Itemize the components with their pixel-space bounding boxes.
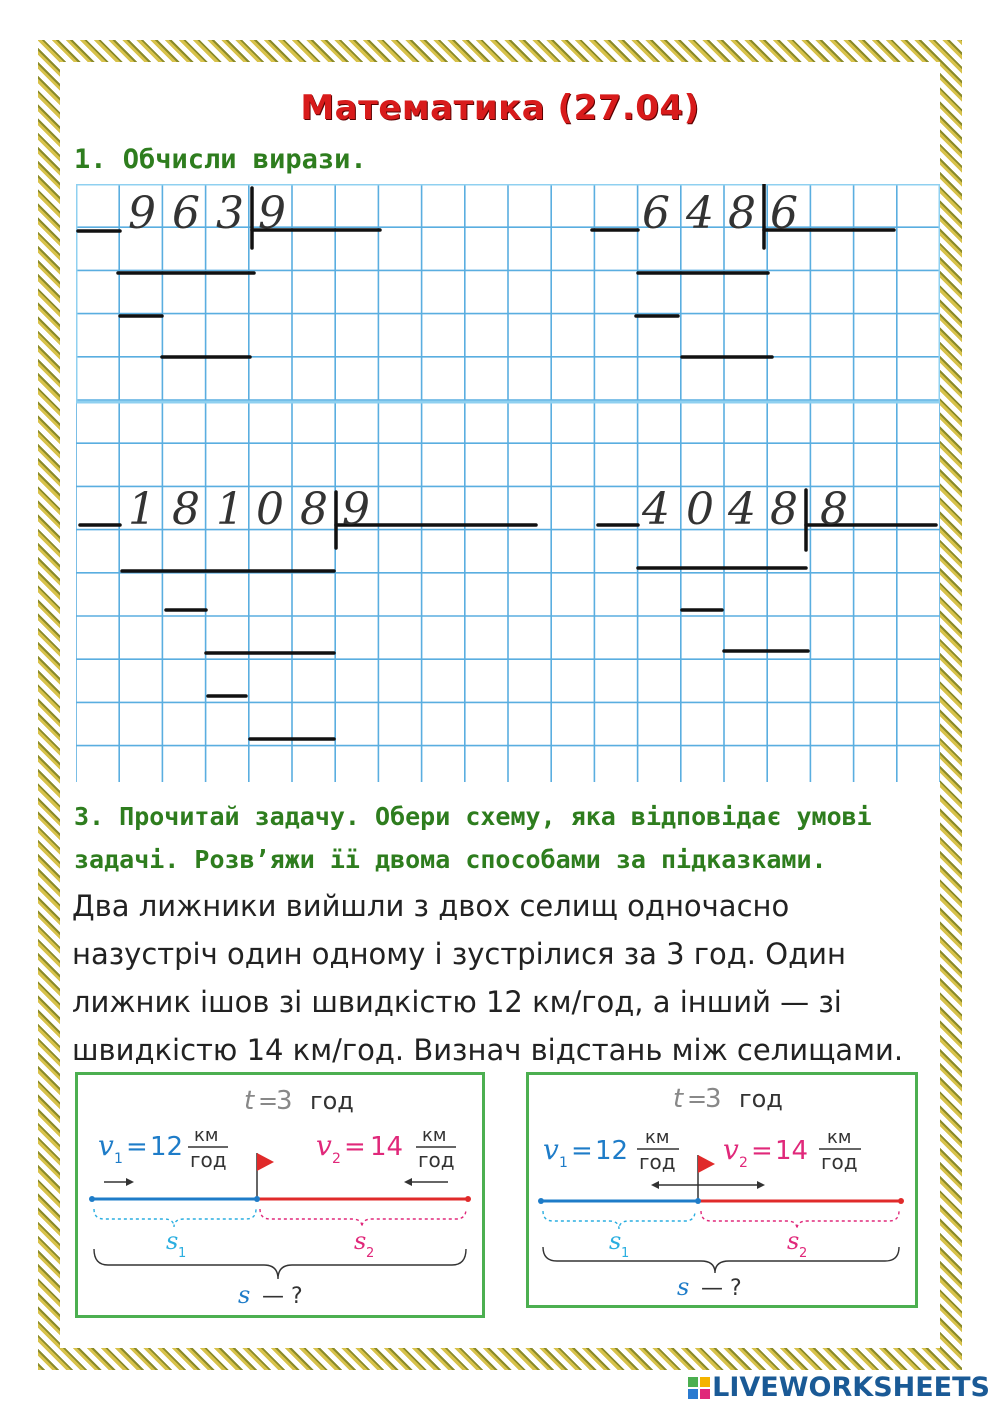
brace-s1	[94, 1209, 256, 1227]
brace-s2	[260, 1209, 466, 1227]
v2-subscript: 2	[739, 1155, 748, 1171]
point-end	[898, 1198, 904, 1204]
point-start	[538, 1198, 544, 1204]
scheme-a[interactable]	[75, 1072, 485, 1318]
div4-divisor: 8	[820, 484, 848, 535]
task3-heading-line2: задачі. Розв’яжи її двома способами за підказками.	[74, 845, 827, 874]
s2-subscript: 2	[799, 1246, 808, 1261]
s1-symbol: s	[609, 1227, 622, 1255]
v1-value: 12	[150, 1132, 184, 1162]
liveworksheets-icon	[688, 1377, 710, 1399]
scheme-a-svg	[78, 1075, 482, 1315]
div2-dividend-digit: 6	[642, 188, 670, 239]
s-question: — ?	[262, 1284, 303, 1309]
s2-symbol: s	[787, 1227, 800, 1255]
div2-dividend-digit: 8	[728, 188, 756, 239]
v2-value: 14	[370, 1132, 404, 1162]
point-meet	[695, 1198, 701, 1204]
div3-dividend-digit: 0	[256, 484, 284, 535]
problem-line: лижник ішов зі швидкістю 12 км/год, а інший — зі	[72, 985, 842, 1019]
div4-dividend-digit: 4	[728, 484, 756, 535]
division-grid	[76, 184, 940, 782]
v2-value: 14	[775, 1136, 809, 1166]
liveworksheets-text: LIVEWORKSHEETS	[712, 1372, 990, 1403]
problem-line: Два лижники вийшли з двох селищ одночасно	[72, 889, 790, 923]
point-end	[465, 1196, 471, 1202]
v1-symbol: v	[98, 1129, 114, 1162]
point-start	[89, 1196, 95, 1202]
equals-sign: =	[571, 1136, 593, 1166]
task1-heading: 1. Обчисли вирази.	[74, 144, 367, 175]
t-value: 3	[705, 1084, 722, 1114]
arrow-left-icon	[404, 1178, 412, 1186]
point-meet	[254, 1196, 260, 1202]
equals-sign: =	[751, 1136, 773, 1166]
div1-dividend-digit: 9	[128, 188, 156, 239]
problem-text	[72, 882, 952, 1074]
div3-dividend-digit: 8	[172, 484, 200, 535]
task3-heading-line1: 3. Прочитай задачу. Обери схему, яка відповідає умові	[74, 802, 872, 831]
s2-symbol: s	[354, 1227, 367, 1255]
v1-subscript: 1	[114, 1151, 123, 1167]
equals-sign: =	[258, 1087, 279, 1115]
equals-sign: =	[344, 1132, 366, 1162]
grid-svg	[76, 184, 940, 782]
unit-denominator: год	[639, 1150, 676, 1174]
div4-dividend-digit: 4	[642, 484, 670, 535]
unit-numerator: км	[827, 1127, 852, 1148]
flag-icon	[698, 1155, 715, 1173]
scheme-b-svg	[529, 1075, 915, 1305]
s1-symbol: s	[166, 1227, 179, 1255]
equals-sign: =	[126, 1132, 148, 1162]
t-symbol: t	[673, 1084, 684, 1114]
problem-line: швидкістю 14 км/год. Визнач відстань між селищами.	[72, 1033, 904, 1067]
unit-numerator: км	[194, 1125, 219, 1146]
div1-divisor: 9	[258, 188, 286, 239]
unit-denominator: год	[418, 1148, 455, 1172]
div3-dividend-digit: 8	[300, 484, 328, 535]
t-unit: год	[739, 1085, 783, 1113]
problem-line: назустріч один одному і зустрілися за 3 год. Один	[72, 937, 846, 971]
div3-dividend-digit: 1	[128, 484, 156, 535]
t-value: 3	[276, 1086, 293, 1116]
div3-dividend-digit: 1	[216, 484, 244, 535]
arrow-right-icon	[126, 1178, 134, 1186]
brace-s2	[701, 1211, 899, 1229]
div2-divisor: 6	[770, 188, 798, 239]
arrow-left-icon	[651, 1181, 659, 1189]
v2-symbol: v	[723, 1133, 739, 1166]
s-symbol: s	[677, 1273, 690, 1301]
unit-numerator: км	[645, 1127, 670, 1148]
div4-dividend-digit: 0	[686, 484, 714, 535]
t-unit: год	[310, 1087, 354, 1115]
s2-subscript: 2	[366, 1246, 375, 1261]
div4-dividend-digit: 8	[770, 484, 798, 535]
flag-icon	[257, 1153, 274, 1171]
v2-subscript: 2	[332, 1151, 341, 1167]
arrow-right-icon	[757, 1181, 765, 1189]
scheme-b[interactable]	[526, 1072, 918, 1308]
div2-dividend-digit: 4	[686, 188, 714, 239]
div3-divisor: 9	[342, 484, 370, 535]
unit-denominator: год	[190, 1148, 227, 1172]
s1-subscript: 1	[178, 1246, 187, 1261]
v1-value: 12	[595, 1136, 629, 1166]
brace-s	[94, 1249, 466, 1279]
v1-symbol: v	[543, 1133, 559, 1166]
unit-denominator: год	[821, 1150, 858, 1174]
s-symbol: s	[238, 1281, 251, 1309]
s1-subscript: 1	[621, 1246, 630, 1261]
brace-s	[543, 1247, 899, 1273]
div1-dividend-digit: 6	[172, 188, 200, 239]
equals-sign: =	[687, 1085, 708, 1113]
v2-symbol: v	[316, 1129, 332, 1162]
div1-dividend-digit: 3	[216, 188, 244, 239]
liveworksheets-logo[interactable]	[688, 1372, 990, 1403]
page-title: Математика (27.04)	[300, 88, 700, 128]
s-question: — ?	[701, 1276, 742, 1301]
v1-subscript: 1	[559, 1155, 568, 1171]
t-symbol: t	[244, 1086, 255, 1116]
unit-numerator: км	[422, 1125, 447, 1146]
